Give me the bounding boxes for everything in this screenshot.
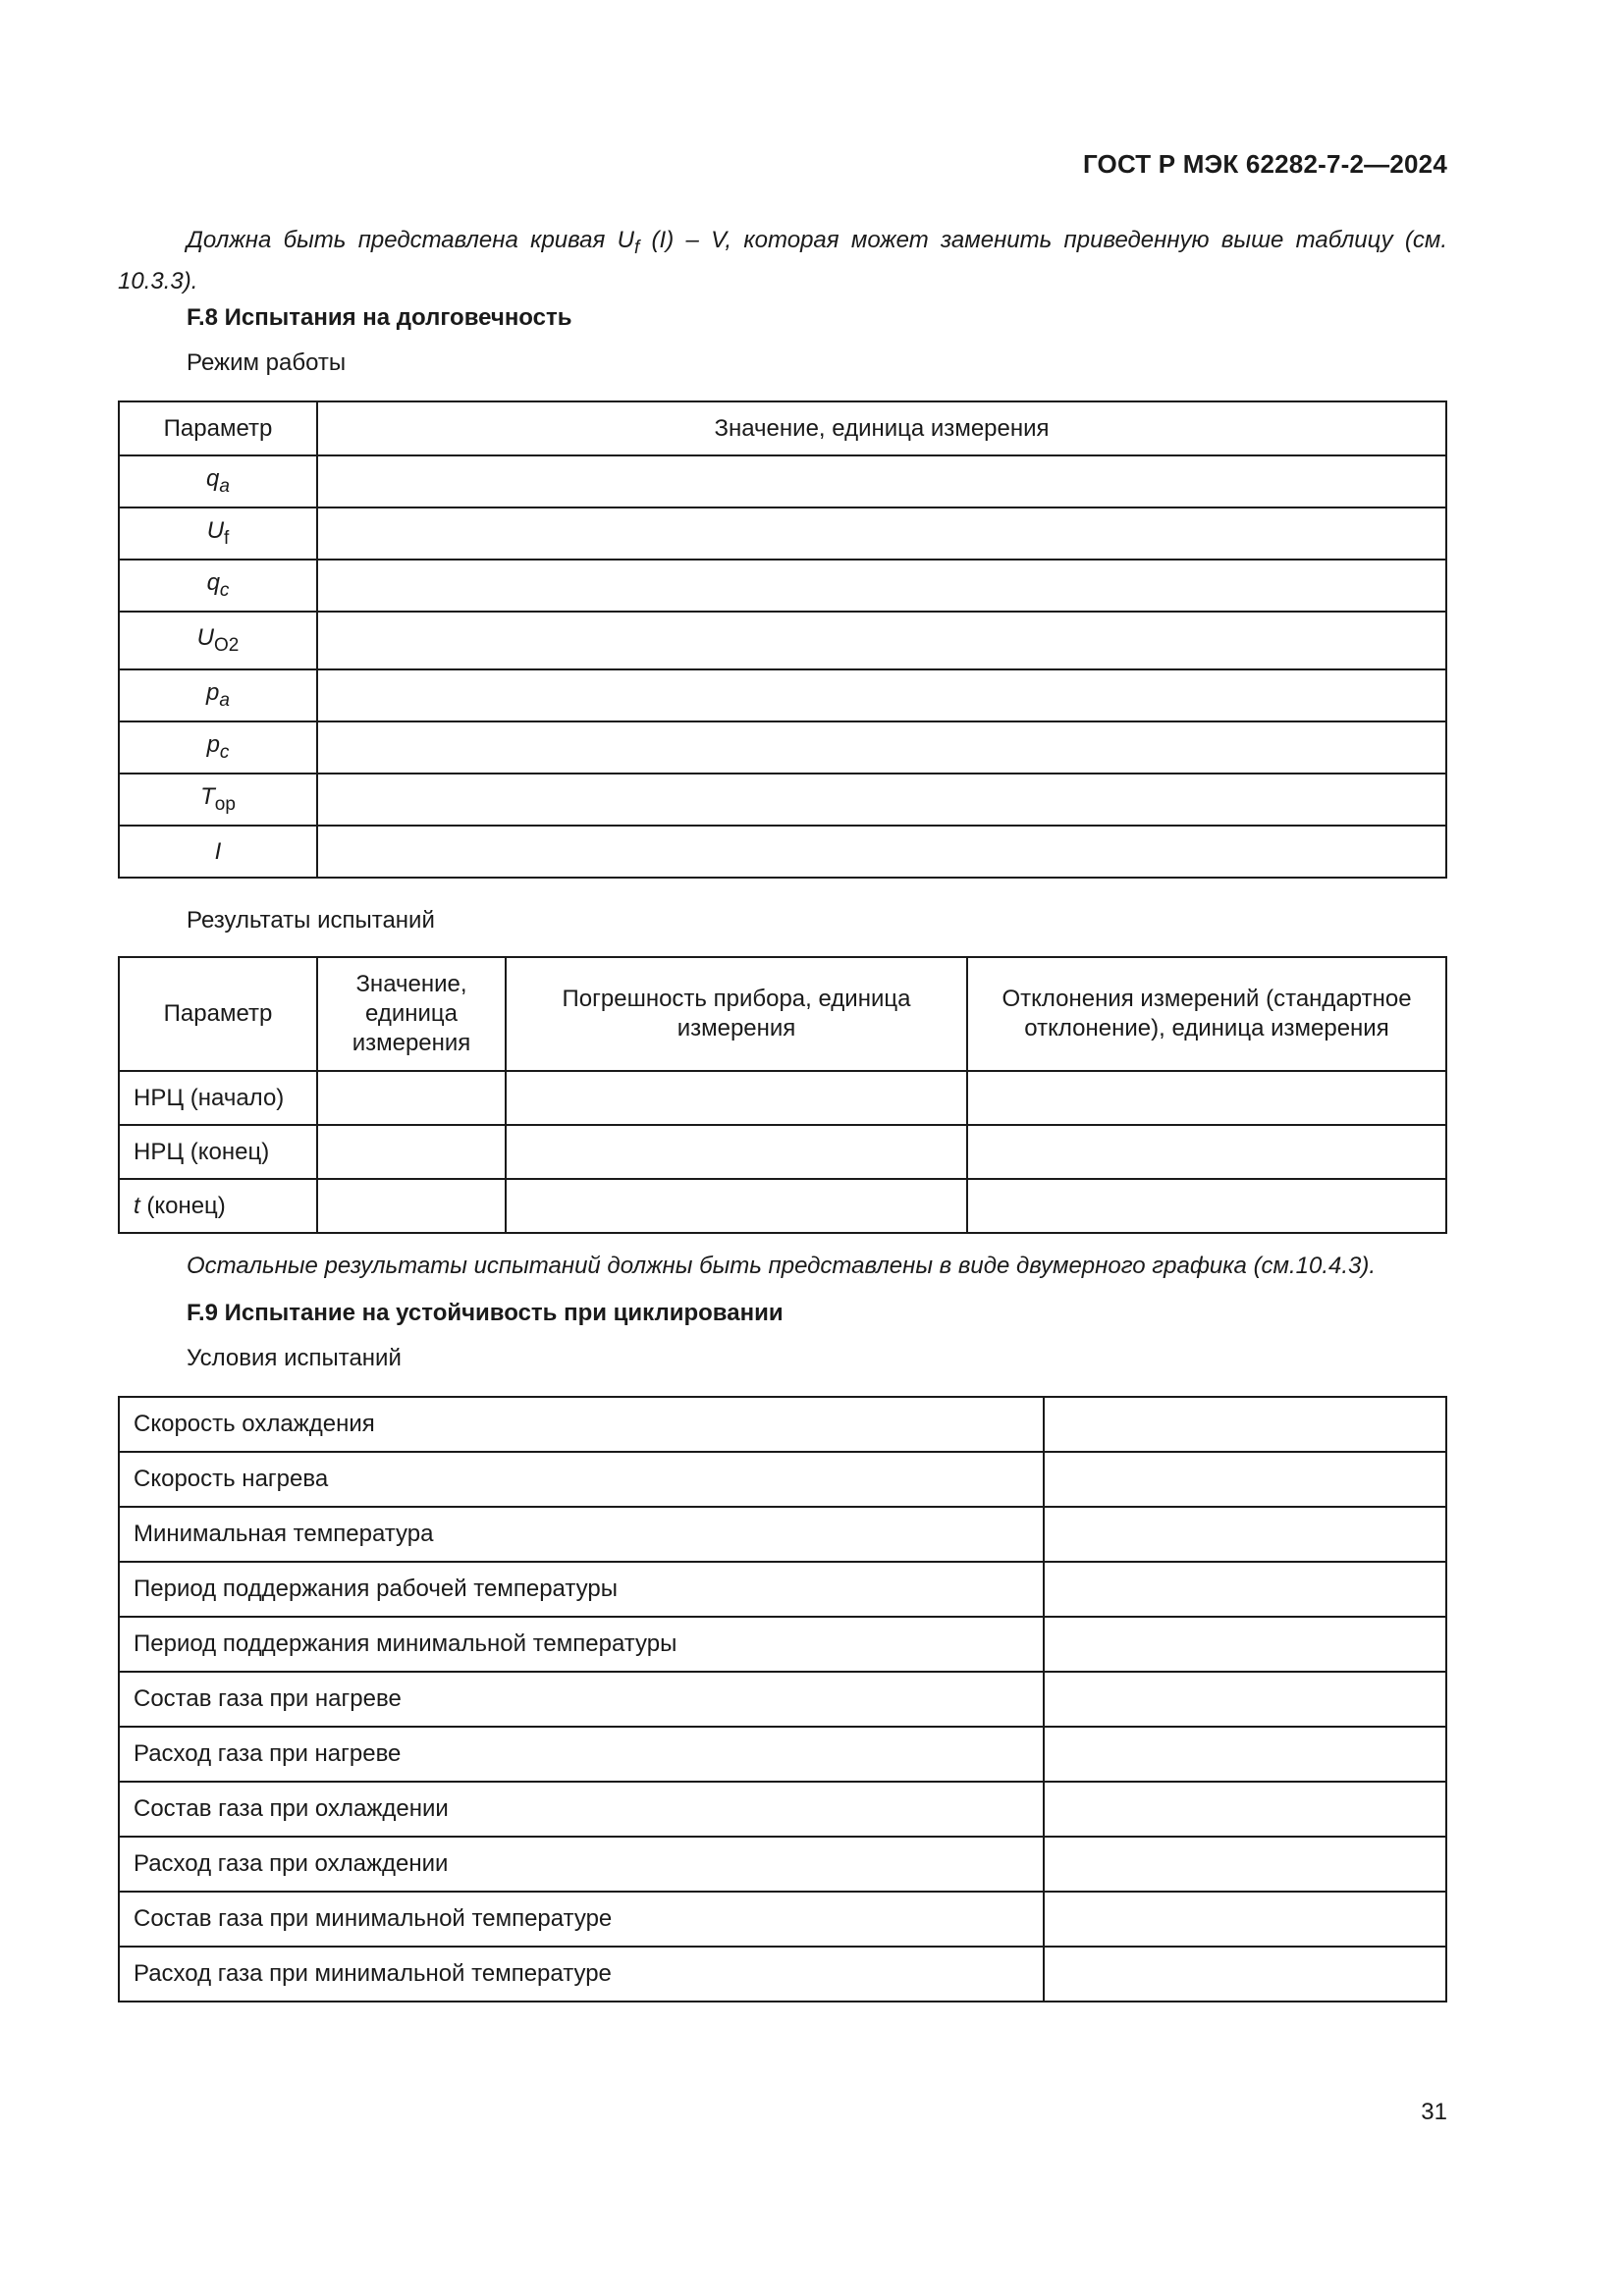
table-row (119, 1562, 1446, 1617)
table-row (119, 1452, 1446, 1507)
value-cell[interactable] (1044, 1507, 1446, 1562)
value-cell[interactable] (317, 721, 1446, 774)
value-cell[interactable] (506, 1125, 967, 1179)
condition-label-cell: Состав газа при нагреве (119, 1672, 1044, 1727)
param-cell: $T_{op}$ (119, 774, 317, 826)
value-cell[interactable] (1044, 1892, 1446, 1947)
intro-paragraph (118, 224, 1447, 298)
test-conditions-table (118, 1396, 1447, 2002)
param-cell: $q_a$ (119, 455, 317, 507)
table-header-param: Параметр (119, 401, 317, 455)
table-row (119, 1727, 1446, 1782)
table-row (119, 1397, 1446, 1452)
condition-label-cell: Скорость охлаждения (119, 1397, 1044, 1452)
condition-label-cell: Состав газа при минимальной температуре (119, 1892, 1044, 1947)
table-header-value: Значение, единица измерения (317, 401, 1446, 455)
value-cell[interactable] (317, 826, 1446, 878)
param-cell: $p_a$ (119, 669, 317, 721)
value-cell[interactable] (967, 1179, 1446, 1233)
table-row (119, 560, 1446, 612)
value-cell[interactable] (317, 612, 1446, 669)
value-cell[interactable] (506, 1179, 967, 1233)
table-row (119, 1617, 1446, 1672)
results-param-cell: НРЦ (начало) (119, 1071, 317, 1125)
value-cell[interactable] (317, 1071, 506, 1125)
condition-label-cell: Расход газа при охлаждении (119, 1837, 1044, 1892)
intro-text-before: Должна быть представлена кривая (187, 227, 618, 253)
value-cell[interactable] (967, 1125, 1446, 1179)
intro-text-after: (I) – V, которая может заменить приведенную выше таблицу (см. 10.3.3). (118, 227, 1447, 294)
section-f9-heading: F.9 Испытание на устойчивость при циклировании (187, 1300, 784, 1326)
document-id-header: ГОСТ Р МЭК 62282-7-2—2024 (1082, 149, 1447, 179)
value-cell[interactable] (506, 1071, 967, 1125)
condition-label-cell: Расход газа при нагреве (119, 1727, 1044, 1782)
value-cell[interactable] (967, 1071, 1446, 1125)
param-cell: $U_f$ (119, 507, 317, 560)
section-f8-heading: F.8 Испытания на долговечность (187, 304, 572, 331)
results-param-text: t (конец) (134, 1192, 226, 1219)
value-cell[interactable] (317, 507, 1446, 560)
table-row (119, 1125, 1446, 1179)
value-cell[interactable] (1044, 1617, 1446, 1672)
table-row (119, 826, 1446, 878)
results-header-error: Погрешность прибора, единица измерения (506, 957, 967, 1071)
table-row (119, 1947, 1446, 2002)
value-cell[interactable] (1044, 1727, 1446, 1782)
condition-label-cell: Период поддержания рабочей температуры (119, 1562, 1044, 1617)
test-results-table (118, 956, 1447, 1234)
condition-label-cell: Скорость нагрева (119, 1452, 1044, 1507)
value-cell[interactable] (317, 1179, 506, 1233)
param-cell: $U_{O2}$ (119, 612, 317, 669)
table-row (119, 1782, 1446, 1837)
table-row (119, 1507, 1446, 1562)
condition-label-cell: Минимальная температура (119, 1507, 1044, 1562)
value-cell[interactable] (1044, 1397, 1446, 1452)
table-row (119, 1837, 1446, 1892)
value-cell[interactable] (317, 560, 1446, 612)
mode-label: Режим работы (187, 349, 347, 376)
table-row (119, 1179, 1446, 1233)
value-cell[interactable] (1044, 1837, 1446, 1892)
intro-symbol: $U_f$ (617, 227, 640, 258)
condition-label-cell: Состав газа при охлаждении (119, 1782, 1044, 1837)
param-cell: $p_c$ (119, 721, 317, 774)
table-row (119, 1672, 1446, 1727)
results-header-value: Значение, единица измерения (317, 957, 506, 1071)
table-row (119, 669, 1446, 721)
results-label: Результаты испытаний (187, 907, 435, 934)
table-row (119, 1892, 1446, 1947)
value-cell[interactable] (1044, 1562, 1446, 1617)
param-cell: I (119, 826, 317, 878)
value-cell[interactable] (317, 1125, 506, 1179)
value-cell[interactable] (1044, 1672, 1446, 1727)
results-param-cell (119, 1179, 317, 1233)
conditions-label: Условия испытаний (187, 1345, 402, 1371)
value-cell[interactable] (1044, 1782, 1446, 1837)
operating-mode-table (118, 400, 1447, 879)
table-row (119, 721, 1446, 774)
value-cell[interactable] (317, 669, 1446, 721)
results-header-param: Параметр (119, 957, 317, 1071)
param-cell: $q_c$ (119, 560, 317, 612)
condition-label-cell: Период поддержания минимальной температуры (119, 1617, 1044, 1672)
condition-label-cell: Расход газа при минимальной температуре (119, 1947, 1044, 2002)
table-row (119, 774, 1446, 826)
value-cell[interactable] (1044, 1947, 1446, 2002)
results-note: Остальные результаты испытаний должны быть представлены в виде двумерного графика (см.10.4.3). (187, 1253, 1377, 1279)
table-row (119, 455, 1446, 507)
results-param-cell: НРЦ (конец) (119, 1125, 317, 1179)
results-header-deviation: Отклонения измерений (стандартное отклонение), единица измерения (967, 957, 1446, 1071)
table-row (119, 1071, 1446, 1125)
table-row (119, 507, 1446, 560)
table-row (119, 612, 1446, 669)
value-cell[interactable] (317, 774, 1446, 826)
value-cell[interactable] (317, 455, 1446, 507)
value-cell[interactable] (1044, 1452, 1446, 1507)
page-number: 31 (1421, 2099, 1447, 2125)
